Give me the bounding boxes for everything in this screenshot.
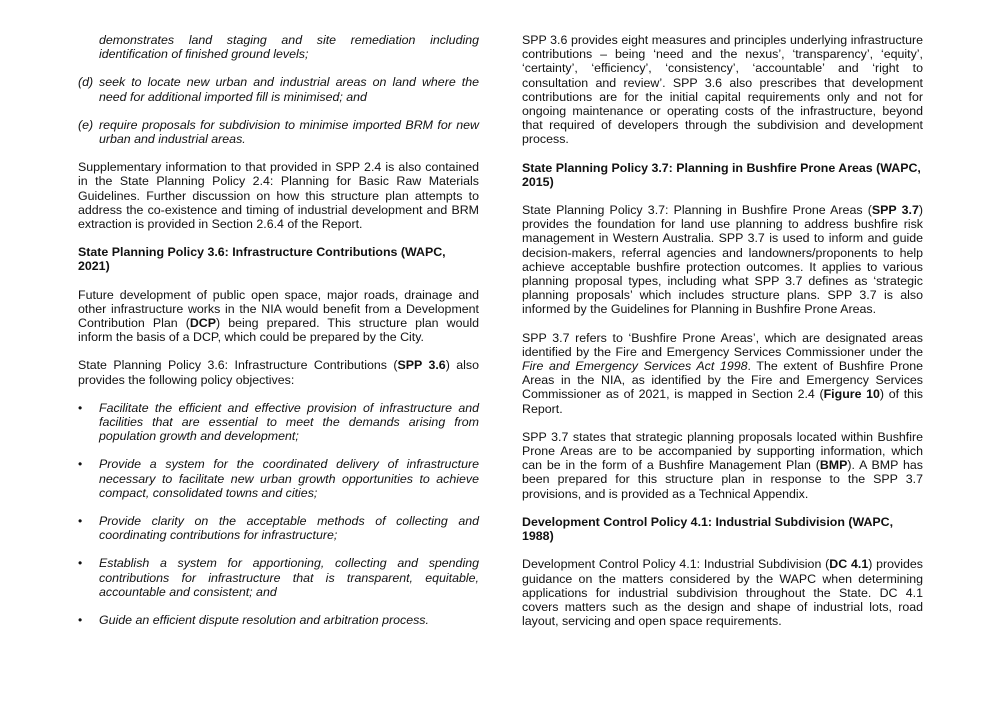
right-column	[522, 33, 923, 628]
spp37-term: SPP 3.7	[871, 203, 919, 218]
list-marker-d: (d)	[78, 75, 94, 90]
bullet-item: • Establish a system for apportioning, collecting and spending contributions for infrastructure that is transparent, equitable, accountable and consistent; and	[78, 556, 479, 599]
list-item-e-text: require proposals for subdivision to minimise imported BRM for new urban and industrial areas.	[99, 117, 479, 147]
dc41-paragraph: Development Control Policy 4.1: Industrial Subdivision (DC 4.1) provides guidance on the matters considered by the WAPC when determining applications for industrial subdivision throughout the State. DC 4.1 covers matters such as the design and shape of industrial lots, road layout, servicing and open space requirements.	[522, 557, 923, 629]
left-column	[78, 33, 479, 627]
list-marker-e: (e)	[78, 117, 94, 132]
bmp-term: BMP	[819, 458, 848, 473]
bullet-icon: •	[78, 400, 83, 415]
list-item-d	[78, 75, 479, 103]
list-item-continuation: demonstrates land staging and site remediation including identification of finished ground levels;	[99, 33, 479, 62]
spp36-intro-paragraph: State Planning Policy 3.6: Infrastructure Contributions (SPP 3.6) also provides the following policy objectives:	[78, 358, 479, 387]
bullet-item: • Provide a system for the coordinated delivery of infrastructure necessary to facilitate new urban growth opportunities to achieve compact, consolidated towns and cities;	[78, 457, 479, 500]
bullet-icon: •	[78, 514, 83, 529]
bullet-icon: •	[78, 556, 83, 571]
spp37-heading: State Planning Policy 3.7: Planning in Bushfire Prone Areas (WAPC, 2015)	[522, 160, 921, 189]
spp36-term: SPP 3.6	[397, 358, 446, 373]
bullet-item: • Facilitate the efficient and effective provision of infrastructure and facilities that are essential to meet the demands arising from population growth and development;	[78, 400, 479, 444]
list-item-d-text: seek to locate new urban and industrial areas on land where the need for additional imported fill is minimised; and	[99, 75, 479, 104]
spp36-heading: State Planning Policy 3.6: Infrastructure Contributions (WAPC, 2021)	[78, 245, 446, 274]
spp37-paragraph-1: State Planning Policy 3.7: Planning in Bushfire Prone Areas (SPP 3.7) provides the foundation for land use planning to address bushfire risk management in Western Australia. SPP 3.7 is used to inform and guide decision-makers, referral agencies and landowners/proponents to help achieve acceptable bushfire protection outcomes. It applies to various planning proposal types, including what SPP 3.7 defines as ‘strategic planning proposals’ which includes structure plans. SPP 3.7 is also informed by the Guidelines for Planning in Bushfire Prone Areas.	[522, 203, 923, 317]
spp37-paragraph-3: SPP 3.7 states that strategic planning proposals located within Bushfire Prone Areas are to be accompanied by supporting information, which can be in the form of a Bushfire Management Plan (BMP). A BMP has been prepared for this structure plan in response to the SPP 3.7 provisions, and is provided as a Technical Appendix.	[522, 429, 923, 501]
figure-reference: Figure 10	[823, 387, 880, 402]
bullet-item: • Provide clarity on the acceptable methods of collecting and coordinating contributions for infrastructure;	[78, 514, 479, 543]
supplementary-paragraph: Supplementary information to that provided in SPP 2.4 is also contained in the State Planning Policy 2.4: Planning for Basic Raw Materials Guidelines. Further discussion on how this structure plan attempts to address the co-existence and timing of industrial development and BRM extraction is provided in Section 2.6.4 of the Report.	[78, 160, 479, 232]
bullet-icon: •	[78, 613, 83, 628]
future-development-paragraph: Future development of public open space, major roads, drainage and other infrastructure works in the NIA would benefit from a Development Contribution Plan (DCP) being prepared. This structure plan would inform the basis of a DCP, which could be prepared by the City.	[78, 287, 479, 345]
dcp-term: DCP	[189, 316, 217, 331]
spp37-paragraph-2: SPP 3.7 refers to ‘Bushfire Prone Areas’, which are designated areas identified by the Fire and Emergency Services Commissioner under the Fire and Emergency Services Act 1998. The extent of Bushfire Prone Areas in the NIA, as identified by the Fire and Emergency Services Commissioner as of 2021, is mapped in Section 2.4 (Figure 10) of this Report.	[522, 330, 923, 416]
dc41-heading: Development Control Policy 4.1: Industrial Subdivision (WAPC, 1988)	[522, 514, 894, 544]
spp36-measures-paragraph: SPP 3.6 provides eight measures and principles underlying infrastructure contributions – being ‘need and the nexus’, ‘transparency’, ‘equity’, ‘certainty’, ‘efficiency’, ‘consistency’, ‘accountable’ and ‘right to consultation and review’. SPP 3.6 also prescribes that development contributions are for the initial capital requirements only and not for ongoing maintenance or operating costs of the infrastructure, beyond that required of developers through the subdivision and development process.	[522, 33, 923, 147]
bullet-icon: •	[78, 457, 83, 472]
dc41-term: DC 4.1	[829, 557, 869, 572]
list-item-e	[78, 118, 479, 146]
bullet-item: • Guide an efficient dispute resolution and arbitration process.	[78, 613, 429, 628]
act-title: Fire and Emergency Services Act 1998	[522, 359, 748, 374]
